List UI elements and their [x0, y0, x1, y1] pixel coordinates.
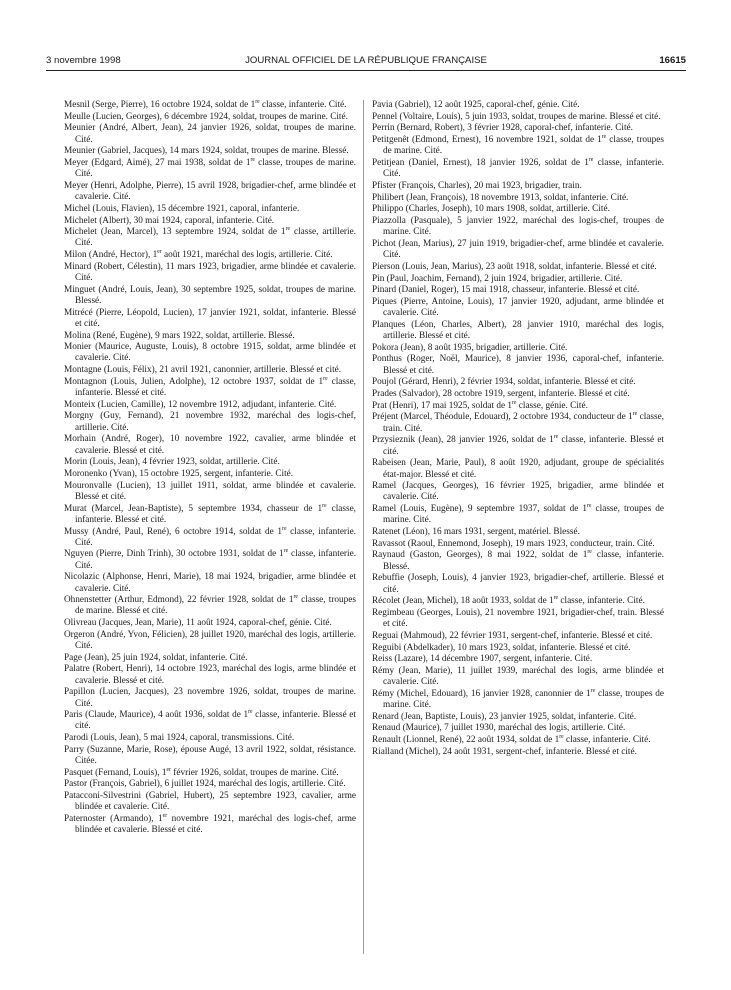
list-entry: Morin (Louis, Jean), 4 février 1923, soldat, artillerie. Cité.	[64, 457, 280, 468]
list-entry: Meunier (Gabriel, Jacques), 14 mars 1924, soldat, troupes de marine. Blessé.	[64, 146, 349, 157]
list-entry: Piques (Pierre, Antoine, Louis), 17 janvier 1920, adjudant, arme blindée et cavalerie. Cité.	[372, 296, 664, 319]
header-title: JOURNAL OFFICIEL DE LA RÉPUBLIQUE FRANÇAISE	[245, 55, 487, 66]
list-entry: Planques (Léon, Charles, Albert), 28 janvier 1910, maréchal des logis, artillerie. Blessé et cité.	[372, 319, 664, 342]
list-entry: Pinard (Daniel, Roger), 15 mai 1918, chasseur, infanterie. Blessé et cité.	[372, 285, 640, 296]
list-entry: Minguet (André, Louis, Jean), 30 septembre 1925, soldat, troupes de marine. Blessé.	[64, 284, 356, 306]
list-entry: Paris (Claude, Maurice), 4 août 1936, soldat de 1re classe, infanterie. Blessé et cité.	[64, 709, 356, 732]
list-entry: Petitjean (Daniel, Ernest), 18 janvier 1926, soldat de 1re classe, infanterie. Cité.	[372, 156, 664, 180]
list-entry: Montagne (Louis, Félix), 21 avril 1921, canonnier, artillerie. Blessé et cité.	[64, 365, 342, 376]
list-entry: Reguai (Mahmoud), 22 février 1931, sergent-chef, infanterie. Blessé et cité.	[372, 630, 653, 641]
list-entry: Nguyen (Pierre, Dinh Trinh), 30 octobre 1931, soldat de 1re classe, infanterie. Cité.	[64, 548, 357, 571]
list-entry: Philibert (Jean, François), 18 novembre 1913, soldat, infanterie. Cité.	[372, 192, 629, 203]
list-entry: Renault (Lionnel, René), 22 août 1934, soldat de 1re classe, infanterie. Cité.	[372, 734, 651, 746]
list-entry: Mesnil (Serge, Pierre), 16 octobre 1924, soldat de 1re classe, infanterie. Cité.	[64, 98, 347, 110]
list-entry: Olivreau (Jacques, Jean, Marie), 11 août 1924, caporal-chef, génie. Cité.	[64, 618, 332, 629]
list-entry: Ramel (Jacques, Georges), 16 février 1925, brigadier, arme blindée et cavalerie. Cité.	[372, 481, 664, 503]
list-entry: Moronenko (Yvan), 15 octobre 1925, sergent, infanterie. Cité.	[64, 469, 294, 479]
list-entry: Pin (Paul, Joachim, Fernand), 2 juin 1924, brigadier, artillerie. Cité.	[372, 273, 623, 284]
list-entry: Pokora (Jean), 8 août 1935, brigadier, artillerie. Cité.	[372, 342, 568, 353]
list-entry: Rémy (Jean, Marie), 11 juillet 1939, maréchal des logis, arme blindée et cavalerie. Cité.	[372, 665, 664, 688]
list-entry: Paternoster (Armando), 1er novembre 1921, maréchal des logis-chef, arme blindée et cavalerie. Blessé et cité.	[64, 813, 356, 836]
list-entry: Rabeisen (Jean, Marie, Paul), 8 août 1920, adjudant, groupe de spécialités état-major. Blessé et cité.	[372, 458, 664, 480]
list-entry: Przysieznik (Jean), 28 janvier 1926, soldat de 1re classe, infanterie. Blessé et cité.	[372, 434, 664, 457]
list-entry: Orgeron (André, Yvon, Félicien), 28 juillet 1920, maréchal des logis, artillerie. Cité.	[64, 629, 356, 652]
list-entry: Meyer (Henri, Adolphe, Pierre), 15 avril 1928, brigadier-chef, arme blindée et cavalerie. Cité.	[64, 180, 356, 203]
list-entry: Ravassot (Raoul, Ennemond, Joseph), 19 mars 1923, conducteur, train. Cité.	[372, 538, 655, 549]
list-entry: Ratenet (Léon), 16 mars 1931, sergent, matériel. Blessé.	[372, 527, 580, 538]
list-entry: Rialland (Michel), 24 août 1931, sergent-chef, infanterie. Blessé et cité.	[372, 746, 637, 757]
list-entry: Morhain (André, Roger), 10 novembre 1922, cavalier, arme blindée et cavalerie. Blessé et cité.	[64, 434, 356, 456]
header-date: 3 novembre 1998	[46, 55, 121, 66]
list-entry: Préjent (Marcel, Théodule, Edouard), 2 octobre 1934, conducteur de 1re classe, train. Cité.	[372, 411, 664, 434]
list-entry: Papillon (Lucien, Jacques), 23 novembre 1926, soldat, troupes de marine. Cité.	[64, 687, 356, 709]
list-entry: Pierson (Louis, Jean, Marius), 23 août 1918, soldat, infanterie. Blessé et cité.	[372, 261, 657, 272]
list-entry: Meulle (Lucien, Georges), 6 décembre 1924, soldat, troupes de marine. Cité.	[64, 111, 348, 122]
header-rule	[46, 70, 686, 71]
list-entry: Pichot (Jean, Marius), 27 juin 1919, brigadier-chef, arme blindée et cavalerie. Cité.	[372, 238, 664, 261]
list-entry: Meyer (Edgard, Aimé), 27 mai 1938, soldat de 1re classe, troupes de marine. Cité.	[64, 156, 356, 180]
list-entry: Raynaud (Gaston, Georges), 8 mai 1922, soldat de 1re classe, infanterie. Blessé.	[372, 549, 664, 572]
column-divider	[363, 100, 364, 954]
list-entry: Récolet (Jean, Michel), 18 août 1933, soldat de 1re classe, infanterie. Cité.	[372, 595, 645, 607]
list-entry: Ramel (Louis, Eugène), 9 septembre 1937, soldat de 1re classe, troupes de marine. Cité.	[372, 503, 664, 526]
list-entry: Prat (Henri), 17 mai 1925, soldat de 1re classe, génie. Cité.	[372, 399, 588, 411]
list-entry: Parry (Suzanne, Marie, Rose), épouse Augé, 13 avril 1922, soldat, résistance. Citée.	[64, 744, 356, 767]
list-entry: Nicolazic (Alphonse, Henri, Marie), 18 mai 1924, brigadier, arme blindée et cavalerie. Cité.	[64, 572, 356, 594]
list-entry: Molina (René, Eugène), 9 mars 1922, soldat, artillerie. Blessé.	[64, 330, 295, 341]
list-entry: Murat (Marcel, Jean-Baptiste), 5 septembre 1934, chasseur de 1re classe, infanterie. Blessé et cité.	[64, 502, 356, 525]
right-column	[372, 100, 664, 759]
list-entry: Reiss (Lazare), 14 décembre 1907, sergent, infanterie. Cité.	[372, 654, 593, 665]
list-entry: Monteix (Lucien, Camille), 12 novembre 1912, adjudant, infanterie. Cité.	[64, 399, 337, 410]
list-entry: Regimbeau (Georges, Louis), 21 novembre 1921, brigadier-chef, train. Blessé et cité.	[372, 607, 664, 630]
list-entry: Philippo (Charles, Joseph), 10 mars 1908, soldat, artillerie. Cité.	[372, 204, 610, 215]
header-page-number: 16615	[659, 55, 686, 66]
list-entry: Page (Jean), 25 juin 1924, soldat, infanterie. Cité.	[64, 652, 248, 663]
list-entry: Michel (Louis, Flavien), 15 décembre 1921, caporal, infanterie.	[64, 203, 300, 214]
list-entry: Pasquet (Fernand, Louis), 1er février 1926, soldat, troupes de marine. Cité.	[64, 766, 339, 778]
list-entry: Pfister (François, Charles), 20 mai 1923, brigadier, train.	[372, 180, 582, 191]
list-entry: Mouronvalle (Lucien), 13 juillet 1911, soldat, arme blindée et cavalerie. Blessé et cité.	[64, 480, 356, 502]
list-entry: Minard (Robert, Célestin), 11 mars 1923, brigadier, arme blindée et cavalerie. Cité.	[64, 261, 356, 284]
list-entry: Pavia (Gabriel), 12 août 1925, caporal-chef, génie. Cité.	[372, 100, 580, 110]
list-entry: Milon (André, Hector), 1er août 1921, maréchal des logis, artillerie. Cité.	[64, 249, 333, 261]
page-header	[46, 55, 686, 69]
list-entry: Perrin (Bernard, Robert), 3 février 1928, caporal-chef, infanterie. Cité.	[372, 123, 633, 134]
list-entry: Ohnenstetter (Arthur, Edmond), 22 février 1928, soldat de 1re classe, troupes de marine. Blessé et cité.	[64, 594, 356, 617]
list-entry: Mussy (André, Paul, René), 6 octobre 1914, soldat de 1re classe, infanterie. Cité.	[64, 525, 356, 548]
list-entry: Piazzolla (Pasquale), 5 janvier 1922, maréchal des logis-chef, troupes de marine. Cité.	[372, 216, 664, 238]
list-entry: Reguibi (Abdelkader), 10 mars 1923, soldat, infanterie. Blessé et cité.	[372, 642, 631, 653]
list-entry: Mitrécé (Pierre, Léopold, Lucien), 17 janvier 1921, soldat, infanterie. Blessé et cité.	[64, 307, 356, 329]
list-entry: Palatre (Robert, Henri), 14 octobre 1923, maréchal des logis, arme blindée et cavalerie. Blessé et cité.	[64, 664, 356, 686]
list-entry: Michelet (Albert), 30 mai 1924, caporal, infanterie. Cité.	[64, 215, 275, 226]
list-entry: Michelet (Jean, Marcel), 13 septembre 1924, soldat de 1re classe, artillerie. Cité.	[64, 226, 356, 249]
list-entry: Montagnon (Louis, Julien, Adolphe), 12 octobre 1937, soldat de 1re classe, infanterie. Blessé et cité.	[64, 375, 356, 399]
list-entry: Prades (Salvador), 28 octobre 1919, sergent, infanterie. Blessé et cité.	[372, 389, 630, 400]
list-entry: Ponthus (Roger, Noël, Maurice), 8 janvier 1936, caporal-chef, infanterie. Blessé et cité.	[372, 354, 664, 376]
list-entry: Parodi (Louis, Jean), 5 mai 1924, caporal, transmissions. Cité.	[64, 733, 295, 744]
list-entry: Morgny (Guy, Fernand), 21 novembre 1932, maréchal des logis-chef, artillerie. Cité.	[64, 411, 356, 433]
list-entry: Renard (Jean, Baptiste, Louis), 23 janvier 1925, soldat, infanterie. Cité.	[372, 711, 637, 722]
list-entry: Meunier (André, Albert, Jean), 24 janvier 1926, soldat, troupes de marine. Cité.	[64, 123, 356, 145]
list-entry: Pennel (Voltaire, Louis), 5 juin 1933, soldat, troupes de marine. Blessé et cité.	[372, 111, 661, 122]
list-entry: Monier (Maurice, Auguste, Louis), 8 octobre 1915, soldat, arme blindée et cavalerie. Cité.	[64, 342, 356, 364]
list-entry: Rebuffie (Joseph, Louis), 4 janvier 1923, brigadier-chef, artillerie. Blessé et cité.	[372, 573, 664, 595]
list-entry: Renaud (Maurice), 7 juillet 1930, maréchal des logis, artillerie. Cité.	[372, 723, 626, 734]
list-entry: Patacconi-Silvestrini (Gabriel, Hubert), 25 septembre 1923, cavalier, arme blindée et cavalerie. Cité.	[64, 791, 356, 813]
list-entry: Rémy (Michel, Edouard), 16 janvier 1928, canonnier de 1re classe, troupes de marine. Cité.	[372, 687, 664, 711]
list-entry: Pastor (François, Gabriel), 6 juillet 1924, maréchal des logis, artillerie. Cité.	[64, 779, 346, 790]
left-column	[64, 100, 356, 837]
list-entry: Poujol (Gérard, Henri), 2 février 1934, soldat, infanterie. Blessé et cité.	[372, 377, 636, 388]
list-entry: Petitgenêt (Edmond, Ernest), 16 novembre 1921, soldat de 1re classe, troupes de marine. Cité.	[372, 134, 664, 157]
